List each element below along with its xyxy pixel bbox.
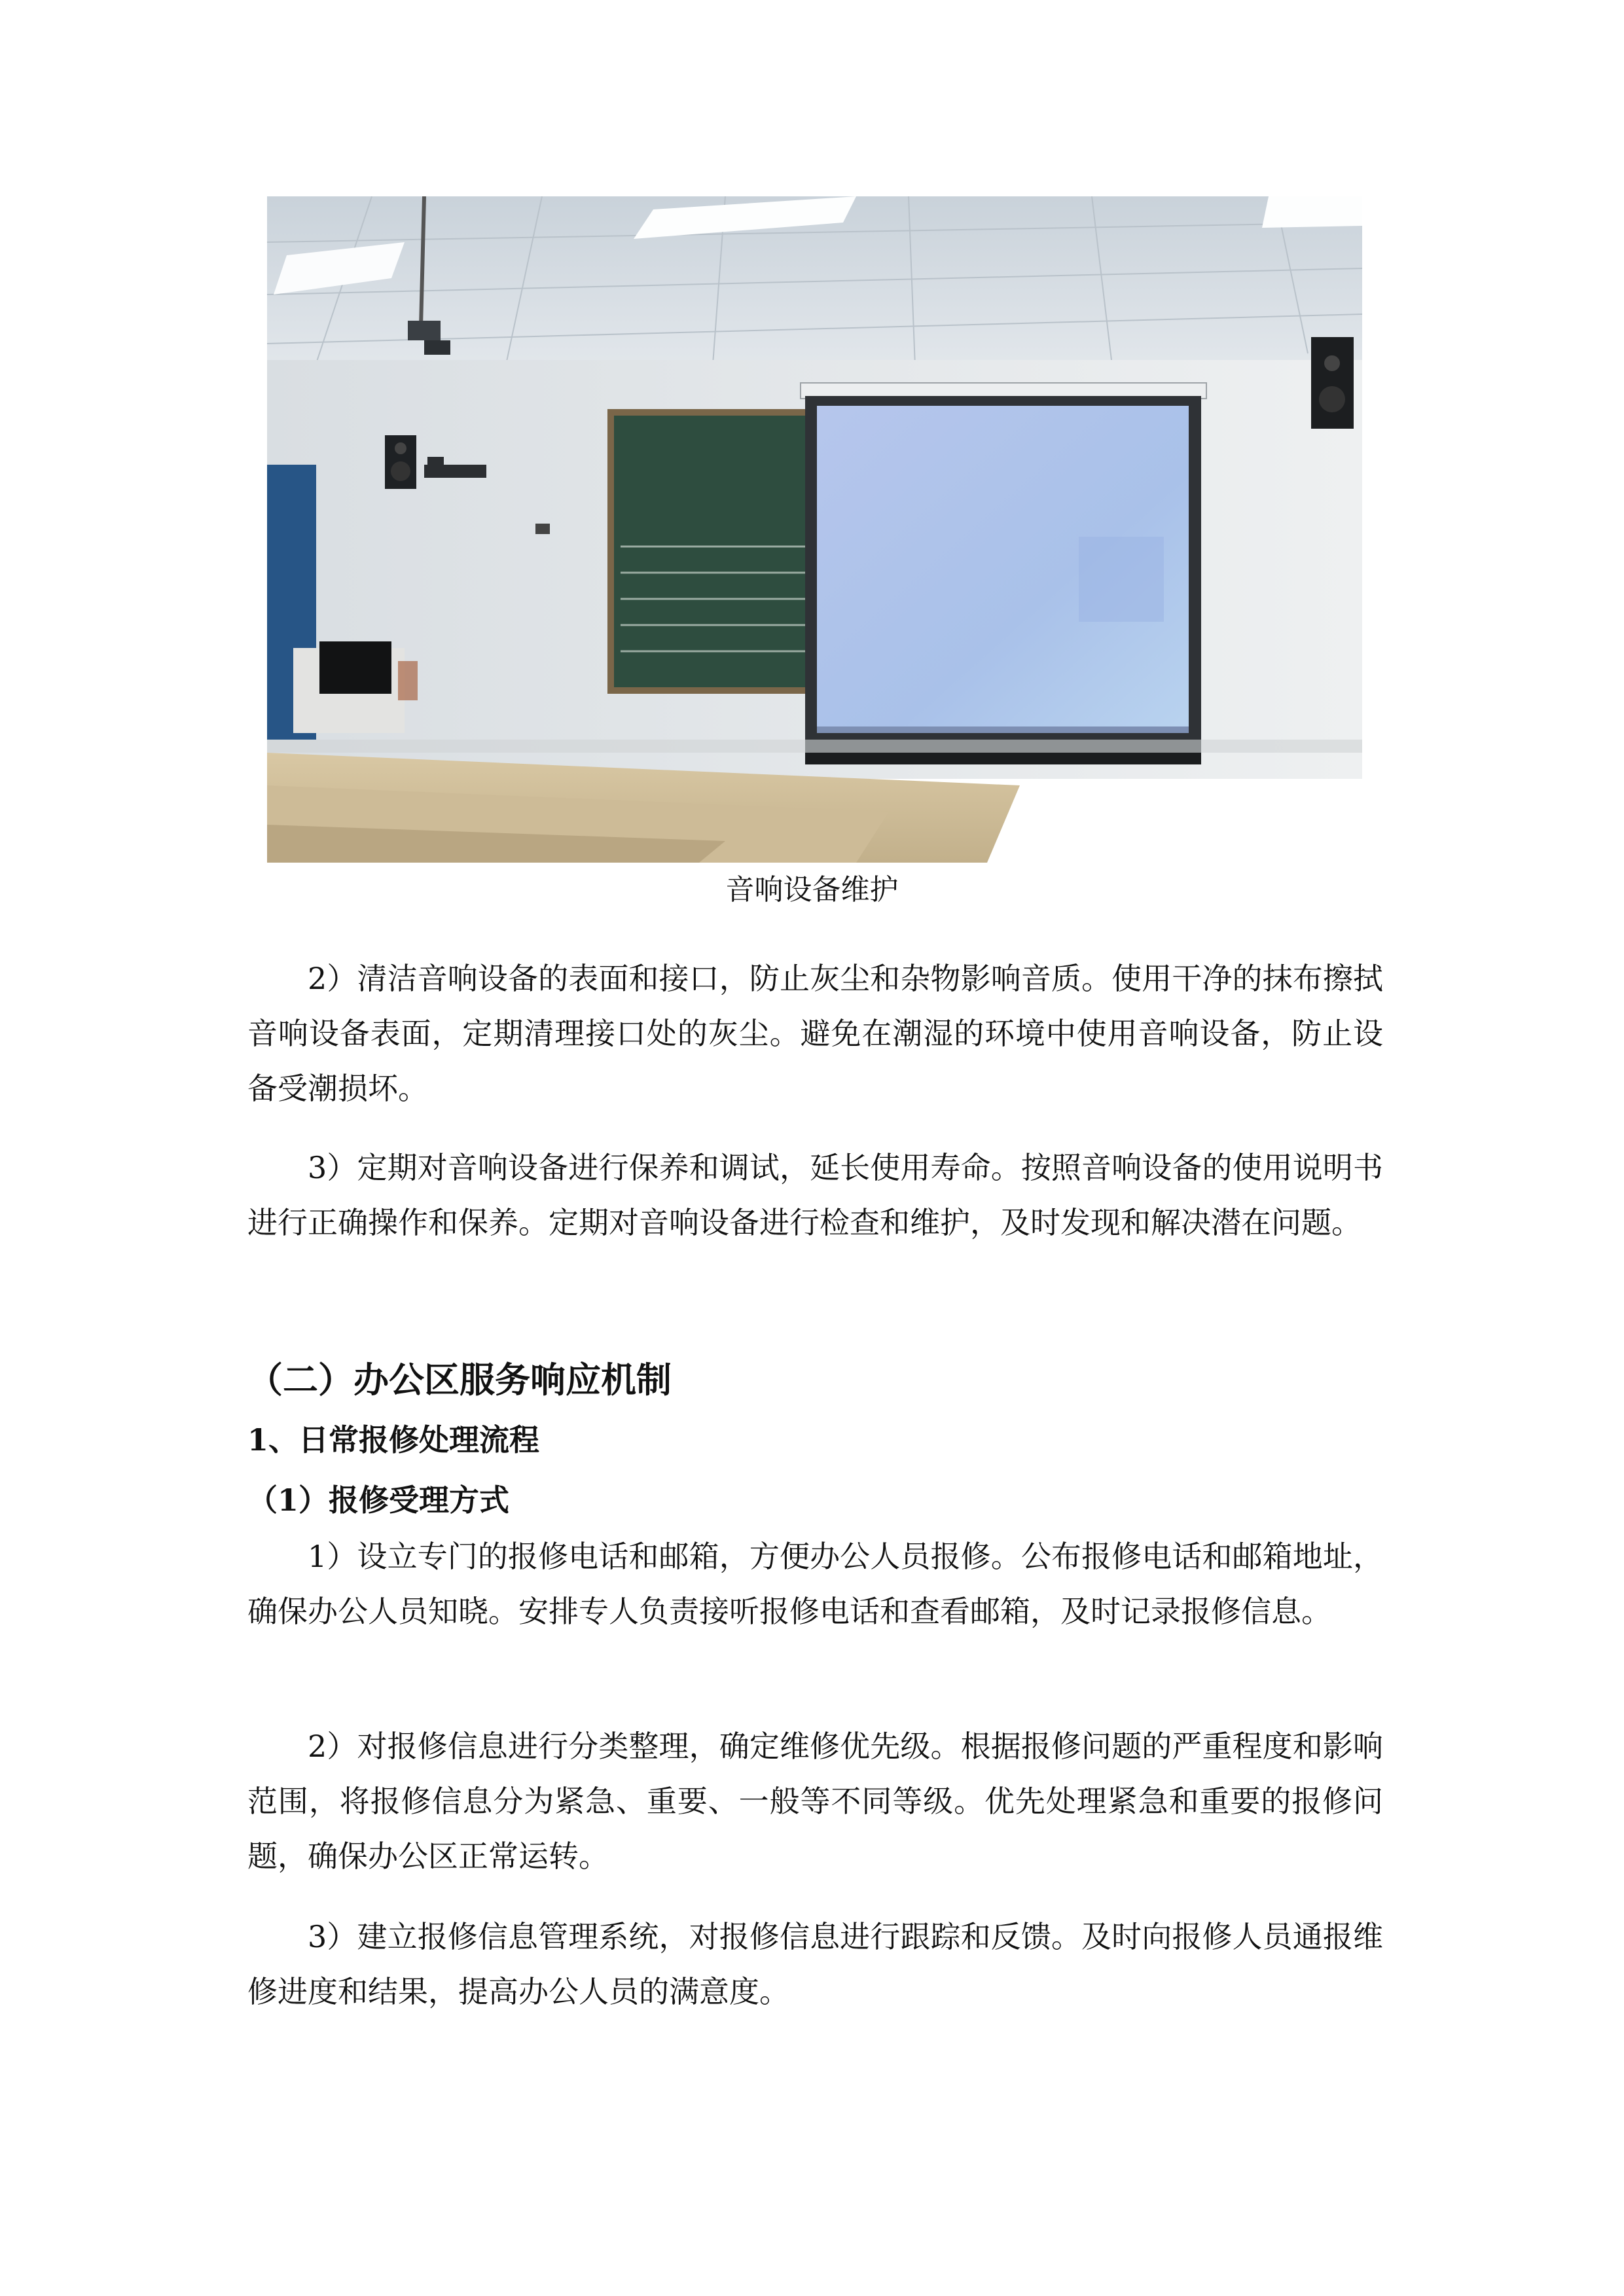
figure-caption: 音响设备维护 bbox=[725, 873, 899, 906]
classroom-projector-photo bbox=[267, 196, 1362, 863]
subsubsection-heading: （1）报修受理方式 bbox=[247, 1482, 510, 1518]
paragraph-repair-channels: 1）设立专门的报修电话和邮箱，方便办公人员报修。公布报修电话和邮箱地址，确保办公人员知晓。安排专人负责接听报修电话和查看邮箱，及时记录报修信息。 bbox=[247, 1539, 1383, 1629]
paragraph-maintain-audio: 3）定期对音响设备进行保养和调试，延长使用寿命。按照音响设备的使用说明书进行正确操作和保养。定期对音响设备进行检查和维护，及时发现和解决潜在问题。 bbox=[247, 1150, 1383, 1240]
subsection-heading: 1、日常报修处理流程 bbox=[247, 1422, 540, 1458]
paragraph-repair-priority: 2）对报修信息进行分类整理，确定维修优先级。根据报修问题的严重程度和影响范围，将报修信息分为紧急、重要、一般等不同等级。优先处理紧急和重要的报修问题，确保办公区正常运转。 bbox=[247, 1729, 1383, 1874]
paragraph-clean-audio: 2）清洁音响设备的表面和接口，防止灰尘和杂物影响音质。使用干净的抹布擦拭音响设备表面，定期清理接口处的灰尘。避免在潮湿的环境中使用音响设备，防止设备受潮损坏。 bbox=[247, 961, 1383, 1106]
section-heading: （二）办公区服务响应机制 bbox=[247, 1359, 672, 1401]
paragraph-repair-system: 3）建立报修信息管理系统，对报修信息进行跟踪和反馈。及时向报修人员通报维修进度和结果，提高办公人员的满意度。 bbox=[247, 1919, 1383, 2009]
